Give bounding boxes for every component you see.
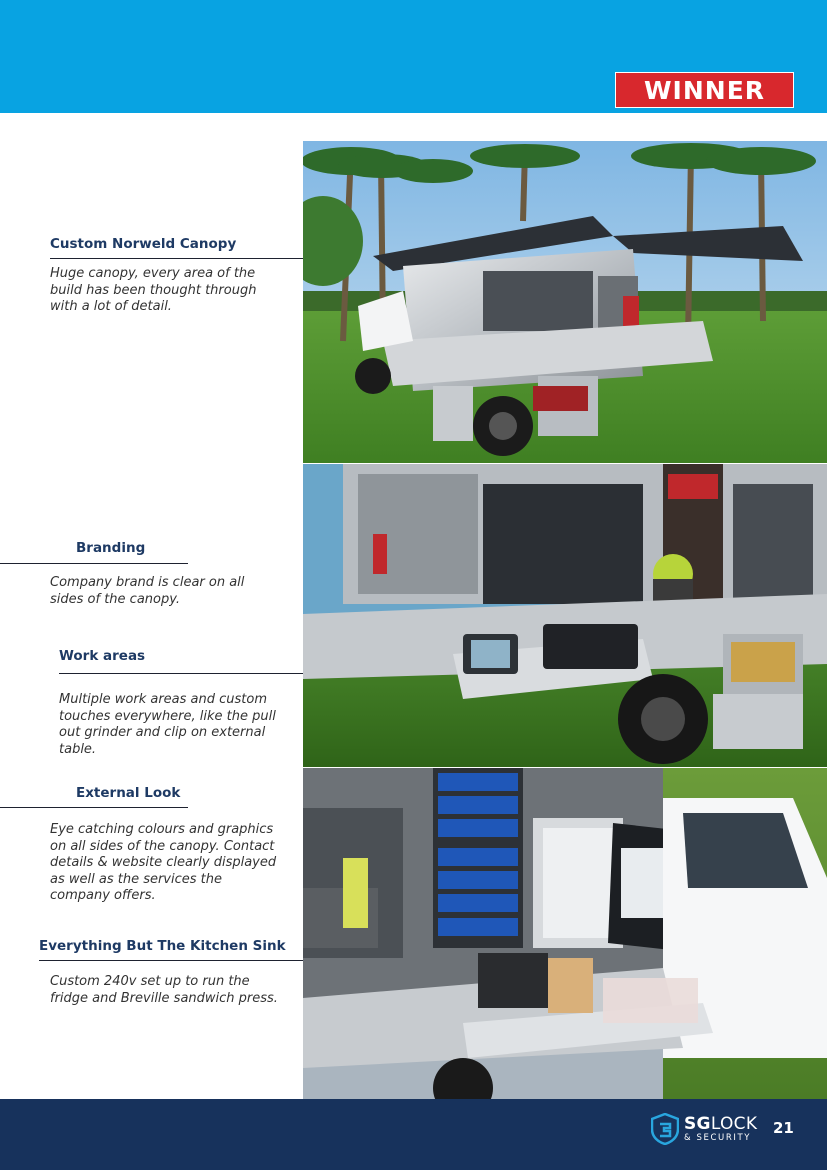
section-heading-kitchen-sink: Everything But The Kitchen Sink — [39, 938, 286, 954]
section-body-branding: Company brand is clear on all sides of the canopy. — [50, 575, 245, 607]
section-body-external-look: Eye catching colours and graphics on all sides of the canopy. Contact details & website clearly displayed as well as the services the company offers. — [50, 822, 277, 904]
page-number: 21 — [773, 1119, 794, 1137]
logo-sg-text: SG — [684, 1114, 711, 1134]
logo-lock-text: LOCK — [710, 1114, 758, 1134]
winner-badge: WINNER — [615, 72, 794, 108]
section-rule-kitchen-sink — [39, 960, 303, 961]
section-rule-external-look — [0, 807, 188, 808]
section-rule-branding — [0, 563, 188, 564]
section-heading-external-look: External Look — [76, 785, 181, 801]
logo-subtitle: & SECURITY — [684, 1133, 752, 1143]
photo-work-areas — [303, 464, 827, 767]
section-body-kitchen-sink: Custom 240v set up to run the fridge and Breville sandwich press. — [50, 974, 278, 1006]
shield-icon — [651, 1113, 679, 1145]
section-body-work-areas: Multiple work areas and custom touches everywhere, like the pull out grinder and clip on external table. — [59, 692, 276, 757]
section-heading-work-areas: Work areas — [59, 648, 146, 664]
section-body-canopy: Huge canopy, every area of the build has been thought through with a lot of detail. — [50, 266, 257, 315]
photo-canopy-open — [303, 141, 827, 463]
section-heading-branding: Branding — [76, 540, 146, 556]
section-heading-canopy: Custom Norweld Canopy — [50, 236, 237, 252]
photo-kitchen — [303, 768, 827, 1099]
sglock-logo — [651, 1112, 757, 1146]
section-rule-work-areas — [59, 673, 303, 674]
section-rule-canopy — [50, 258, 303, 259]
